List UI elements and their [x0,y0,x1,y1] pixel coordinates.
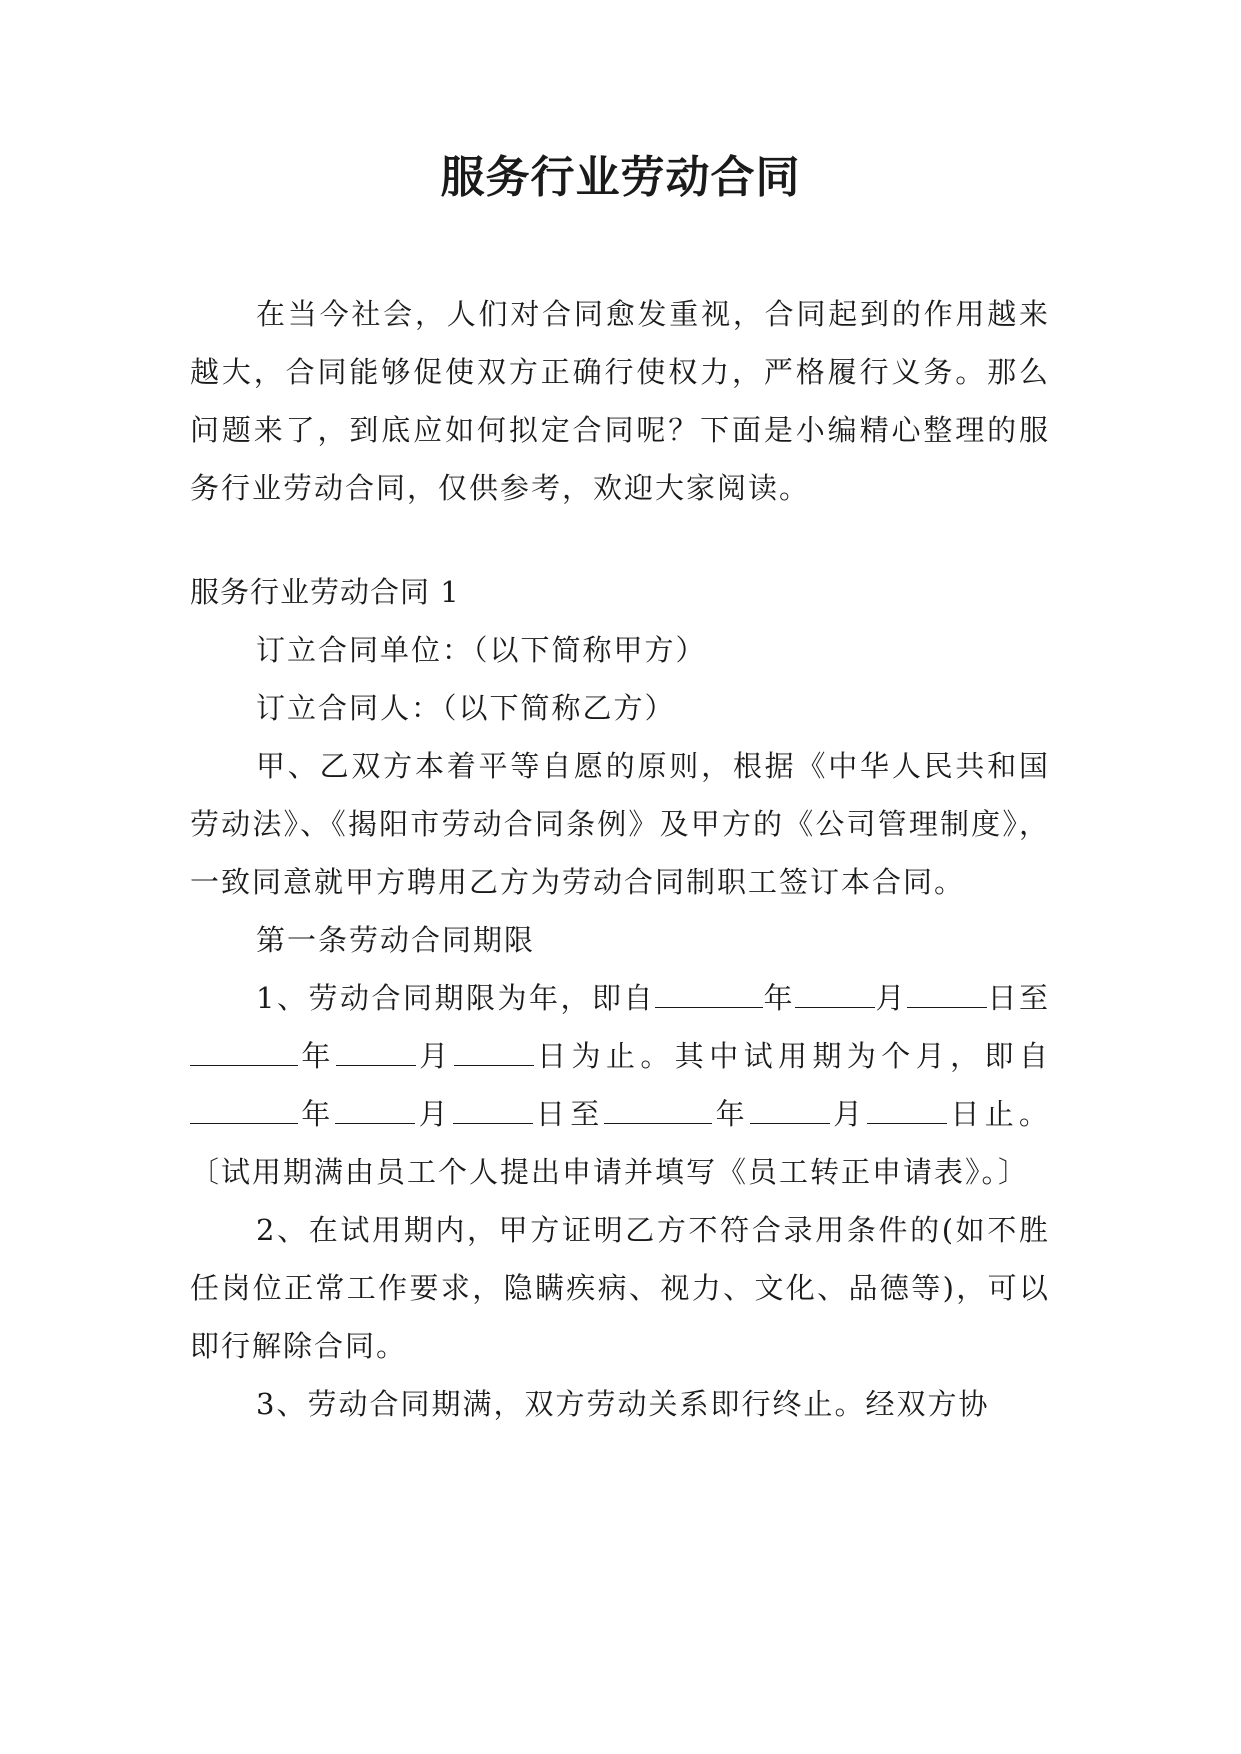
clause-2: 2、在试用期内，甲方证明乙方不符合录用条件的(如不胜任岗位正常工作要求，隐瞒疾病、视力、文化、品德等)，可以即行解除合同。 [190,1213,1050,1363]
blank-field [190,1039,298,1066]
day-end-label: 日止。 [947,1097,1050,1131]
probation-note: 〔试用期满由员工个人提出申请并填写《员工转正申请表》。〕 [190,1155,1030,1189]
end-text: 日为止。其中试用期为个月，即 [533,1039,1019,1073]
month-label: 月 [415,1097,453,1131]
document-title: 服务行业劳动合同 [440,152,801,203]
from-label: 自 [1018,1039,1050,1073]
blank-field [907,981,987,1008]
intro-paragraph: 在当今社会，人们对合同愈发重视，合同起到的作用越来越大，合同能够促使双方正确行使权力，严格履行义务。那么问题来了，到底应如何拟定合同呢？下面是小编精心整理的服务行业劳动合同，仅供参考，欢迎大家阅读。 [190,297,1050,505]
blank-field [453,1097,533,1124]
clause-1 [190,969,1050,1201]
blank-field [190,1097,298,1124]
clause-3: 3、劳动合同期满，双方劳动关系即行终止。经双方协 [256,1387,990,1421]
blank-field [655,981,763,1008]
article-1-title: 第一条劳动合同期限 [256,923,536,957]
month-label: 月 [829,1097,868,1131]
blank-field [336,1039,416,1066]
year-label: 年 [712,1097,750,1131]
blank-field [335,1097,415,1124]
party-b-line: 订立合同人：（以下简称乙方） [256,691,676,725]
clause-1-lead: 1、劳动合同期限为年，即自 [256,981,655,1015]
section-heading: 服务行业劳动合同 1 [190,575,460,609]
party-a-line: 订立合同单位：（以下简称甲方） [256,633,707,667]
blank-field [867,1097,947,1124]
blank-field [750,1097,830,1124]
year-label: 年 [762,981,795,1015]
month-label: 月 [415,1039,454,1073]
document-body [190,285,1050,1433]
month-label: 月 [874,981,907,1015]
year-label: 年 [298,1097,336,1131]
day-to-label: 日至 [532,1097,605,1131]
year-label: 年 [298,1039,336,1073]
blank-field [795,981,875,1008]
blank-field [454,1039,534,1066]
preamble-paragraph: 甲、乙双方本着平等自愿的原则，根据《中华人民共和国劳动法》、《揭阳市劳动合同条例》及甲方的《公司管理制度》，一致同意就甲方聘用乙方为劳动合同制职工签订本合同。 [190,749,1050,899]
to-label: 至 [1018,981,1050,1015]
day-label: 日 [986,981,1019,1015]
blank-field [604,1097,712,1124]
